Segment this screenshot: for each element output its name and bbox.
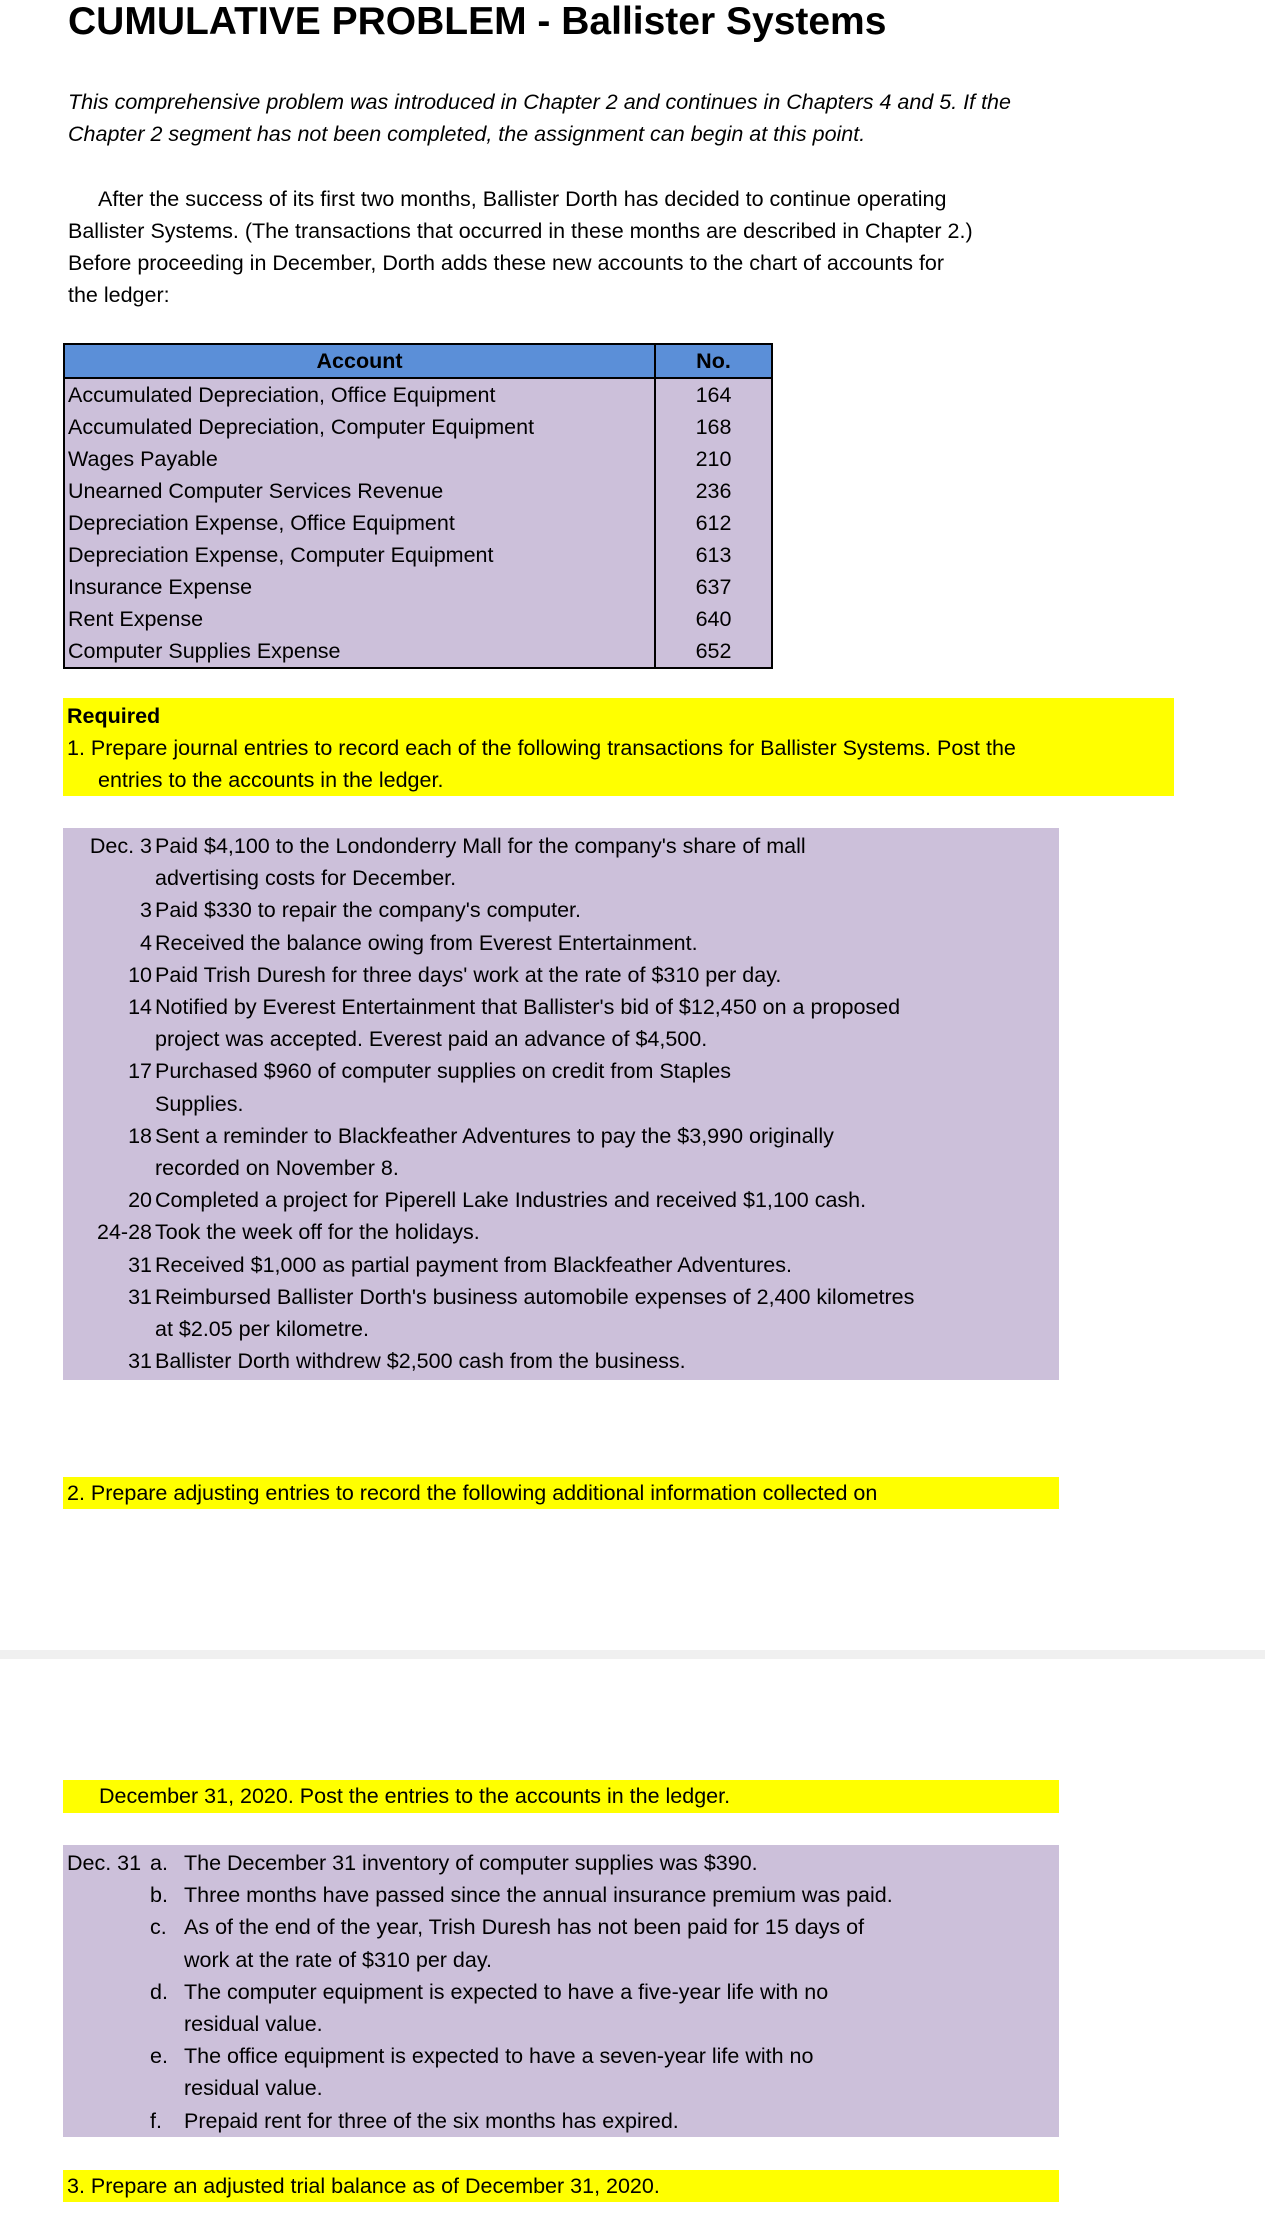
account-number: 652 bbox=[655, 635, 772, 668]
adjustment-date: Dec. 31 bbox=[67, 1851, 142, 1875]
transaction-text: Notified by Everest Entertainment that Ballister's bid of $12,450 on a proposed bbox=[155, 995, 901, 1019]
transaction-date: 18 bbox=[128, 1123, 152, 1148]
transaction-row bbox=[63, 1088, 1059, 1120]
transaction-date: 24-28 bbox=[97, 1220, 152, 1245]
account-name: Wages Payable bbox=[64, 443, 655, 475]
adjustment-text: residual value. bbox=[184, 2076, 323, 2101]
transaction-row bbox=[63, 1152, 1059, 1184]
adjustment-text: residual value. bbox=[184, 2012, 323, 2036]
transaction-date: Dec. 3 bbox=[89, 834, 152, 858]
transaction-row bbox=[63, 1313, 1059, 1345]
transaction-row bbox=[63, 1055, 1059, 1087]
adjustment-text: The December 31 inventory of computer supplies was $390. bbox=[184, 1851, 758, 1875]
transaction-text: advertising costs for December. bbox=[155, 866, 457, 891]
adjustment-text: The office equipment is expected to have a seven-year life with no bbox=[184, 2044, 814, 2069]
account-number: 640 bbox=[655, 603, 772, 635]
required-section bbox=[63, 698, 1174, 796]
adjustment-letter: b. bbox=[150, 1883, 168, 1908]
transaction-row bbox=[63, 1249, 1059, 1281]
account-name: Accumulated Depreciation, Computer Equipment bbox=[64, 411, 655, 443]
transaction-date: 4 bbox=[140, 930, 152, 955]
transaction-text: Received the balance owing from Everest Entertainment. bbox=[155, 930, 698, 955]
transaction-text: at $2.05 per kilometre. bbox=[155, 1317, 369, 1341]
account-name: Depreciation Expense, Computer Equipment bbox=[64, 539, 655, 571]
intro-text bbox=[68, 86, 1148, 150]
adjustment-text: Three months have passed since the annual insurance premium was paid. bbox=[184, 1883, 893, 1908]
account-name: Computer Supplies Expense bbox=[64, 635, 655, 668]
adjustments-list bbox=[63, 1845, 1059, 2137]
account-row bbox=[64, 507, 772, 539]
account-number: 637 bbox=[655, 571, 772, 603]
account-number: 612 bbox=[655, 507, 772, 539]
required-item-1-cont: entries to the accounts in the ledger. bbox=[98, 768, 444, 792]
transactions-list bbox=[63, 828, 1059, 1380]
transaction-row bbox=[63, 1023, 1059, 1055]
transaction-text: project was accepted. Everest paid an advance of $4,500. bbox=[155, 1027, 708, 1052]
accounts-table-header bbox=[64, 344, 772, 378]
adjustment-text: The computer equipment is expected to have a five-year life with no bbox=[184, 1979, 829, 2004]
account-row bbox=[64, 539, 772, 571]
transaction-row bbox=[63, 927, 1059, 959]
adjustment-text: Prepaid rent for three of the six months has expired. bbox=[184, 2108, 679, 2133]
intro-line: Chapter 2 segment has not been completed, the assignment can begin at this point. bbox=[68, 122, 866, 146]
required-item-1: 1. Prepare journal entries to record each of the following transactions for Ballister Systems. Post the bbox=[67, 736, 1016, 760]
account-number: 236 bbox=[655, 475, 772, 507]
accounts-table bbox=[63, 343, 773, 669]
transaction-row bbox=[63, 1120, 1059, 1152]
transaction-row bbox=[63, 1216, 1059, 1248]
account-name: Insurance Expense bbox=[64, 571, 655, 603]
account-name: Depreciation Expense, Office Equipment bbox=[64, 507, 655, 539]
account-name: Rent Expense bbox=[64, 603, 655, 635]
part-2-instruction bbox=[63, 1477, 1059, 1509]
adjustment-letter: c. bbox=[150, 1915, 167, 1940]
account-number: 210 bbox=[655, 443, 772, 475]
transaction-row bbox=[63, 830, 1059, 862]
transaction-row bbox=[63, 894, 1059, 926]
transaction-text: Supplies. bbox=[155, 1091, 244, 1116]
transaction-row bbox=[63, 991, 1059, 1023]
adjustment-text: work at the rate of $310 per day. bbox=[184, 1947, 492, 1972]
transaction-date: 3 bbox=[140, 898, 152, 923]
account-row bbox=[64, 603, 772, 635]
transaction-text: Received $1,000 as partial payment from Blackfeather Adventures. bbox=[155, 1252, 792, 1277]
part-3-instruction bbox=[63, 2170, 1059, 2202]
account-row bbox=[64, 475, 772, 507]
transaction-row bbox=[63, 862, 1059, 894]
transaction-date: 10 bbox=[128, 962, 152, 987]
transaction-text: Purchased $960 of computer supplies on credit from Staples bbox=[155, 1059, 732, 1084]
paragraph-line: Before proceeding in December, Dorth adds these new accounts to the chart of accounts for bbox=[68, 251, 945, 275]
account-row bbox=[64, 378, 772, 411]
adjustment-letter: a. bbox=[150, 1851, 168, 1875]
transaction-date: 17 bbox=[128, 1059, 152, 1084]
paragraph-line: Ballister Systems. (The transactions that occurred in these months are described in Chapter 2.) bbox=[68, 219, 973, 243]
paragraph-line: After the success of its first two months, Ballister Dorth has decided to continue operating bbox=[98, 187, 947, 211]
account-number: 168 bbox=[655, 411, 772, 443]
transaction-row bbox=[63, 1345, 1059, 1377]
transaction-text: Paid $4,100 to the Londonderry Mall for the company's share of mall bbox=[155, 834, 806, 858]
transaction-date: 31 bbox=[128, 1284, 152, 1309]
transaction-row bbox=[63, 1184, 1059, 1216]
adjustment-letter: e. bbox=[150, 2044, 168, 2069]
transaction-date: 20 bbox=[128, 1188, 152, 1213]
account-number: 164 bbox=[655, 378, 772, 411]
account-column-header: Account bbox=[64, 344, 655, 378]
transaction-text: Paid Trish Duresh for three days' work at the rate of $310 per day. bbox=[155, 962, 782, 987]
transaction-text: Paid $330 to repair the company's computer. bbox=[155, 898, 581, 923]
adjustment-text: As of the end of the year, Trish Duresh has not been paid for 15 days of bbox=[184, 1915, 865, 1940]
part-3-line: 3. Prepare an adjusted trial balance as of December 31, 2020. bbox=[67, 2174, 660, 2198]
part-2-line-2: December 31, 2020. Post the entries to the accounts in the ledger. bbox=[99, 1784, 731, 1808]
adjustment-letter: f. bbox=[150, 2108, 162, 2133]
account-number: 613 bbox=[655, 539, 772, 571]
transaction-row bbox=[63, 959, 1059, 991]
account-row bbox=[64, 411, 772, 443]
transaction-date: 31 bbox=[128, 1252, 152, 1277]
part-2-instruction-cont bbox=[63, 1780, 1059, 1813]
page-title: CUMULATIVE PROBLEM - Ballister Systems bbox=[68, 0, 887, 43]
number-column-header: No. bbox=[655, 344, 772, 378]
transaction-text: Took the week off for the holidays. bbox=[155, 1220, 480, 1245]
account-row bbox=[64, 571, 772, 603]
account-name: Unearned Computer Services Revenue bbox=[64, 475, 655, 507]
account-row bbox=[64, 443, 772, 475]
account-row bbox=[64, 635, 772, 668]
transaction-date: 31 bbox=[128, 1349, 152, 1374]
adjustment-letter: d. bbox=[150, 1979, 168, 2004]
transaction-text: Reimbursed Ballister Dorth's business automobile expenses of 2,400 kilometres bbox=[155, 1284, 915, 1309]
transaction-date: 14 bbox=[128, 995, 152, 1019]
page-break-divider bbox=[0, 1650, 1265, 1659]
transaction-text: Ballister Dorth withdrew $2,500 cash from the business. bbox=[155, 1349, 686, 1374]
paragraph-line: the ledger: bbox=[68, 283, 170, 307]
transaction-text: Completed a project for Piperell Lake Industries and received $1,100 cash. bbox=[155, 1188, 867, 1213]
intro-line: This comprehensive problem was introduced in Chapter 2 and continues in Chapters 4 and 5. If the bbox=[68, 90, 1011, 114]
description-paragraph bbox=[68, 183, 973, 311]
part-2-line-1: 2. Prepare adjusting entries to record the following additional information collected on bbox=[67, 1481, 878, 1505]
account-name: Accumulated Depreciation, Office Equipment bbox=[64, 378, 655, 411]
transaction-text: Sent a reminder to Blackfeather Adventures to pay the $3,990 originally bbox=[155, 1123, 834, 1148]
required-heading: Required bbox=[67, 704, 161, 728]
transaction-text: recorded on November 8. bbox=[155, 1156, 399, 1180]
transaction-row bbox=[63, 1281, 1059, 1313]
